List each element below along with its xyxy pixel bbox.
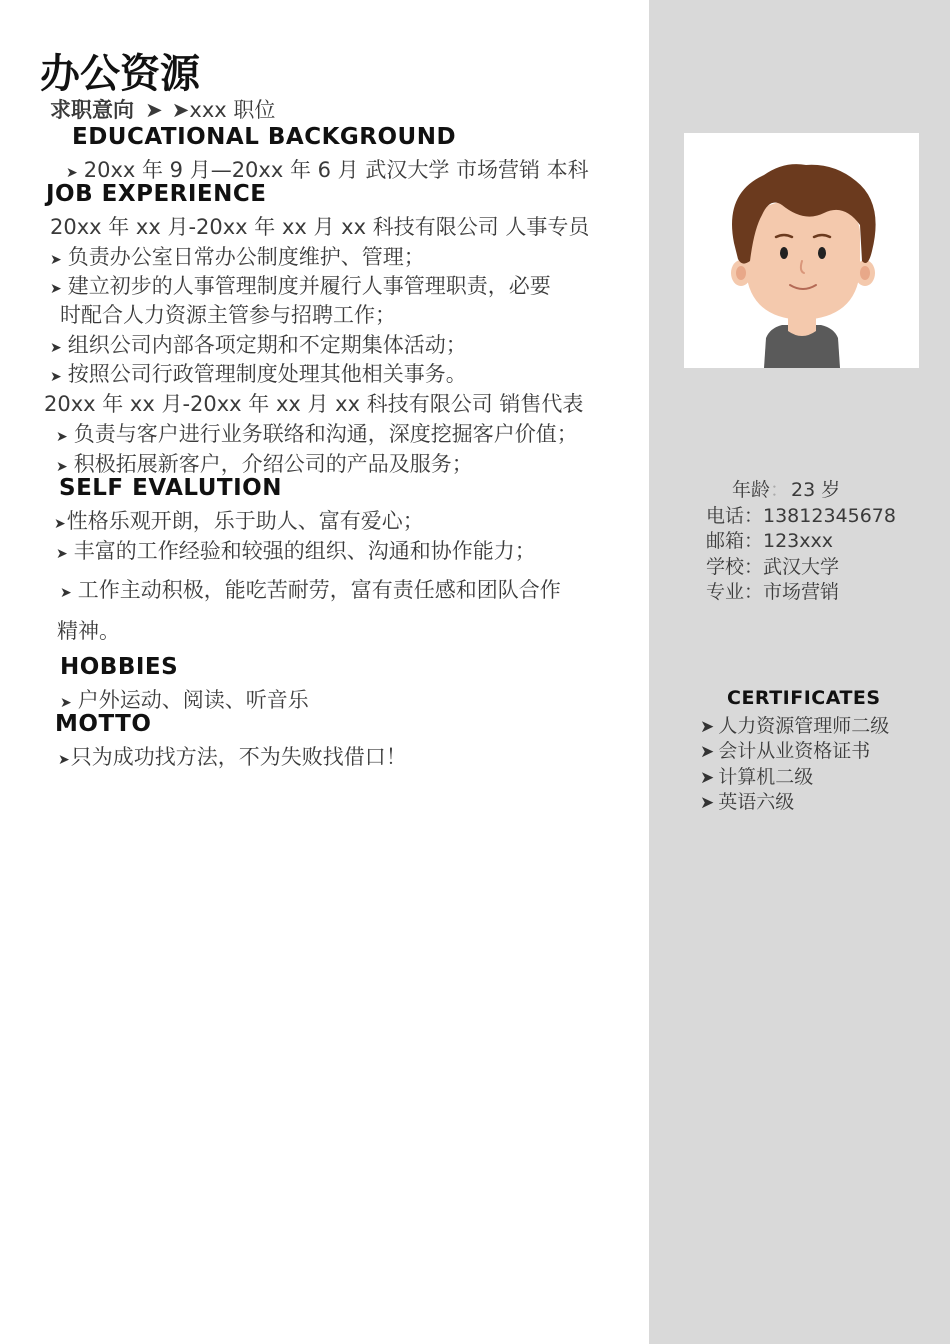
bullet-icon: ➤	[54, 516, 66, 532]
bullet-icon: ➤	[58, 752, 70, 768]
age-row	[732, 475, 840, 502]
hobbies-text: 户外运动、阅读、听音乐	[77, 688, 309, 712]
hobbies-item	[60, 684, 309, 714]
job1-title: 20xx 年 xx 月-20xx 年 xx 月 xx 科技有限公司 人事专员	[50, 215, 590, 239]
job2-duty	[56, 448, 473, 478]
motto-heading: MOTTO	[55, 711, 152, 737]
certificate-text: 人力资源管理师二级	[718, 715, 890, 737]
job-heading: JOB EXPERIENCE	[46, 181, 267, 207]
job1-duty-text: 建立初步的人事管理制度并履行人事管理职责，必要	[67, 274, 551, 298]
bullet-icon: ➤	[66, 165, 78, 181]
age-value: 23 岁	[791, 479, 841, 501]
job1-duty-text: 组织公司内部各项定期和不定期集体活动；	[67, 333, 467, 357]
bullet-icon: ➤	[700, 742, 715, 762]
objective-label: 求职意向	[50, 98, 134, 122]
job1-duty-continued: 时配合人力资源主管参与招聘工作；	[60, 303, 396, 327]
objective-row	[50, 94, 275, 124]
job2-duty-text: 负责与客户进行业务联络和沟通，深度挖掘客户价值；	[73, 422, 578, 446]
job2-title: 20xx 年 xx 月-20xx 年 xx 月 xx 科技有限公司 销售代表	[44, 392, 584, 416]
cartoon-boy-avatar-icon	[684, 133, 919, 368]
self-evaluation-text: 性格乐观开朗，乐于助人、富有爱心；	[66, 509, 424, 533]
bullet-icon: ➤	[50, 369, 62, 385]
job1-duty	[50, 270, 551, 300]
bullet-icon: ➤	[56, 459, 68, 475]
education-entry-text: 20xx 年 9 月—20xx 年 6 月 武汉大学 市场营销 本科	[83, 158, 589, 182]
self-evaluation-heading: SELF EVALUTION	[59, 475, 282, 501]
bullet-icon: ➤	[56, 429, 68, 445]
job2-duty	[56, 418, 578, 448]
bullet-icon: ➤	[700, 717, 715, 737]
job1-duty-text: 负责办公室日常办公制度维护、管理；	[67, 245, 425, 269]
objective-arrow: ➤	[145, 98, 163, 122]
bullet-icon: ➤	[50, 340, 62, 356]
phone-row: 电话：13812345678	[706, 505, 896, 527]
education-heading: EDUCATIONAL BACKGROUND	[72, 124, 457, 150]
bullet-icon: ➤	[60, 585, 72, 601]
bullet-icon: ➤	[50, 252, 62, 268]
self-evaluation-text: 工作主动积极，能吃苦耐劳，富有责任感和团队合作	[77, 578, 561, 602]
bullet-icon: ➤	[700, 768, 715, 788]
profile-photo	[684, 133, 919, 368]
job1-duty	[50, 241, 425, 271]
self-evaluation-item	[54, 505, 424, 535]
bullet-icon: ➤	[60, 695, 72, 711]
certificate-item	[700, 787, 794, 814]
certificate-text: 英语六级	[718, 791, 795, 813]
hobbies-heading: HOBBIES	[60, 654, 179, 680]
major-row: 专业：市场营销	[706, 581, 840, 603]
job1-duty	[50, 358, 467, 388]
certificates-heading: CERTIFICATES	[727, 687, 881, 709]
job1-duty-text: 按照公司行政管理制度处理其他相关事务。	[67, 362, 467, 386]
self-evaluation-text: 丰富的工作经验和较强的组织、沟通和协作能力；	[73, 539, 536, 563]
self-evaluation-continued: 精神。	[57, 619, 120, 643]
job1-duty	[50, 329, 467, 359]
self-evaluation-item	[60, 574, 561, 604]
age-label: 年龄	[732, 479, 771, 501]
self-evaluation-item	[56, 535, 536, 565]
bullet-icon: ➤	[56, 546, 68, 562]
motto-text: 只为成功找方法，不为失败找借口！	[70, 745, 407, 769]
motto-item	[58, 741, 407, 771]
objective-value: ➤xxx 职位	[171, 98, 276, 122]
bullet-icon: ➤	[50, 281, 62, 297]
resume-name: 办公资源	[40, 50, 200, 97]
bullet-icon: ➤	[700, 793, 715, 813]
certificate-item	[700, 736, 870, 763]
education-entry	[66, 154, 589, 184]
age-separator: ：	[770, 479, 790, 501]
certificate-item	[700, 711, 889, 738]
certificate-text: 计算机二级	[718, 766, 814, 788]
job2-duty-text: 积极拓展新客户，介绍公司的产品及服务；	[73, 452, 473, 476]
email-row: 邮箱：123xxx	[706, 530, 833, 552]
certificate-text: 会计从业资格证书	[718, 740, 871, 762]
certificate-item	[700, 762, 813, 789]
school-row: 学校：武汉大学	[706, 556, 840, 578]
